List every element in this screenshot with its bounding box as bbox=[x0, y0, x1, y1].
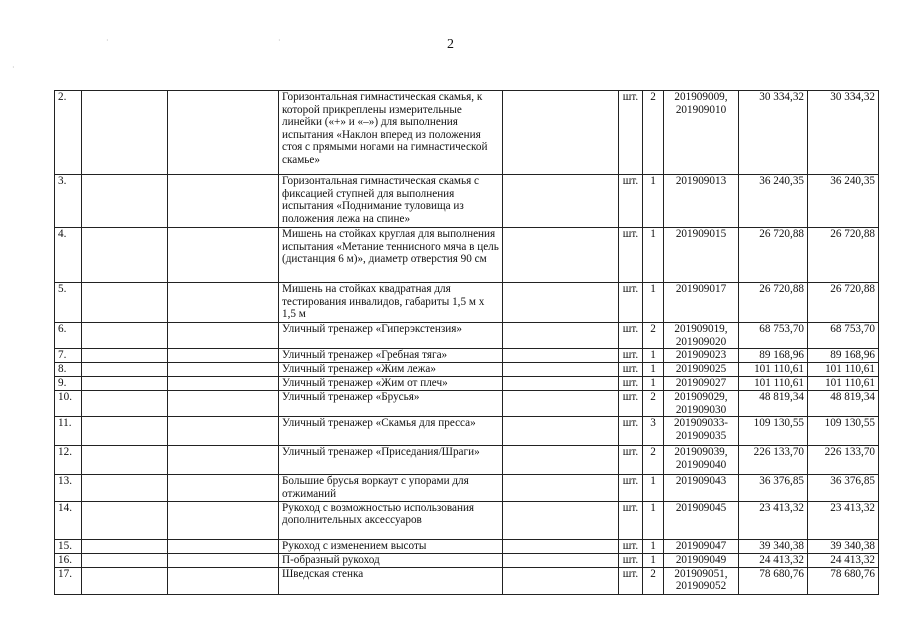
item-quantity: 1 bbox=[643, 363, 664, 377]
inventory-number: 201909015 bbox=[664, 228, 739, 283]
item-quantity: 1 bbox=[643, 553, 664, 567]
item-name: Уличный тренажер «Приседания/Шраги» bbox=[279, 446, 503, 475]
item-unit: шт. bbox=[619, 553, 643, 567]
blank-cell bbox=[82, 283, 168, 323]
total-cost: 109 130,55 bbox=[808, 417, 879, 446]
item-quantity: 2 bbox=[643, 446, 664, 475]
blank-cell bbox=[503, 363, 619, 377]
row-number: 15. bbox=[55, 539, 82, 553]
item-unit: шт. bbox=[619, 501, 643, 539]
unit-price: 23 413,32 bbox=[739, 501, 808, 539]
blank-cell bbox=[82, 446, 168, 475]
item-quantity: 1 bbox=[643, 228, 664, 283]
unit-price: 26 720,88 bbox=[739, 228, 808, 283]
row-number: 5. bbox=[55, 283, 82, 323]
inventory-number: 201909013 bbox=[664, 175, 739, 228]
table-row bbox=[55, 228, 879, 283]
table-row bbox=[55, 446, 879, 475]
blank-cell bbox=[168, 501, 279, 539]
item-unit: шт. bbox=[619, 91, 643, 175]
item-name: Мишень на стойках круглая для выполнения испытания «Метание теннисного мяча в цель (дистанция 6 м)», диаметр отверстия 90 см bbox=[279, 228, 503, 283]
blank-cell bbox=[168, 539, 279, 553]
blank-cell bbox=[503, 567, 619, 594]
inventory-number: 201909019, 201909020 bbox=[664, 323, 739, 349]
unit-price: 36 376,85 bbox=[739, 475, 808, 501]
table-row bbox=[55, 417, 879, 446]
unit-price: 226 133,70 bbox=[739, 446, 808, 475]
item-name: Большие брусья воркаут с упорами для отжиманий bbox=[279, 475, 503, 501]
blank-cell bbox=[503, 175, 619, 228]
item-name: Уличный тренажер «Скамья для пресса» bbox=[279, 417, 503, 446]
blank-cell bbox=[168, 553, 279, 567]
item-unit: шт. bbox=[619, 349, 643, 363]
inventory-number: 201909051, 201909052 bbox=[664, 567, 739, 594]
unit-price: 26 720,88 bbox=[739, 283, 808, 323]
total-cost: 30 334,32 bbox=[808, 91, 879, 175]
item-unit: шт. bbox=[619, 539, 643, 553]
item-name: Уличный тренажер «Жим лежа» bbox=[279, 363, 503, 377]
unit-price: 39 340,38 bbox=[739, 539, 808, 553]
unit-price: 101 110,61 bbox=[739, 363, 808, 377]
blank-cell bbox=[82, 323, 168, 349]
blank-cell bbox=[503, 91, 619, 175]
item-unit: шт. bbox=[619, 446, 643, 475]
blank-cell bbox=[82, 363, 168, 377]
table-row bbox=[55, 323, 879, 349]
item-unit: шт. bbox=[619, 363, 643, 377]
blank-cell bbox=[503, 323, 619, 349]
row-number: 10. bbox=[55, 391, 82, 417]
table-row bbox=[55, 91, 879, 175]
table-row bbox=[55, 175, 879, 228]
table-row bbox=[55, 553, 879, 567]
row-number: 4. bbox=[55, 228, 82, 283]
blank-cell bbox=[503, 553, 619, 567]
blank-cell bbox=[168, 363, 279, 377]
blank-cell bbox=[82, 417, 168, 446]
inventory-number: 201909043 bbox=[664, 475, 739, 501]
table-row bbox=[55, 475, 879, 501]
blank-cell bbox=[168, 175, 279, 228]
item-unit: шт. bbox=[619, 475, 643, 501]
item-unit: шт. bbox=[619, 391, 643, 417]
total-cost: 226 133,70 bbox=[808, 446, 879, 475]
row-number: 2. bbox=[55, 91, 82, 175]
unit-price: 36 240,35 bbox=[739, 175, 808, 228]
item-name: Горизонтальная гимнастическая скамья, к которой прикреплены измерительные линейки («+» и «–») для выполнения испытания «Наклон вперед из положения стоя с прямыми ногами на гимнастической скамье» bbox=[279, 91, 503, 175]
blank-cell bbox=[168, 391, 279, 417]
total-cost: 26 720,88 bbox=[808, 283, 879, 323]
item-name: Уличный тренажер «Гиперэкстензия» bbox=[279, 323, 503, 349]
blank-cell bbox=[82, 391, 168, 417]
total-cost: 36 240,35 bbox=[808, 175, 879, 228]
blank-cell bbox=[82, 175, 168, 228]
row-number: 14. bbox=[55, 501, 82, 539]
scan-speck: · bbox=[278, 36, 281, 45]
unit-price: 30 334,32 bbox=[739, 91, 808, 175]
unit-price: 24 413,32 bbox=[739, 553, 808, 567]
blank-cell bbox=[82, 377, 168, 391]
blank-cell bbox=[168, 349, 279, 363]
inventory-number: 201909033- 201909035 bbox=[664, 417, 739, 446]
unit-price: 89 168,96 bbox=[739, 349, 808, 363]
inventory-number: 201909009, 201909010 bbox=[664, 91, 739, 175]
row-number: 7. bbox=[55, 349, 82, 363]
inventory-number: 201909039, 201909040 bbox=[664, 446, 739, 475]
inventory-number: 201909025 bbox=[664, 363, 739, 377]
blank-cell bbox=[503, 377, 619, 391]
item-quantity: 1 bbox=[643, 349, 664, 363]
blank-cell bbox=[82, 553, 168, 567]
page-number: 2 bbox=[447, 37, 454, 52]
blank-cell bbox=[503, 391, 619, 417]
blank-cell bbox=[82, 539, 168, 553]
item-name: Горизонтальная гимнастическая скамья с фиксацией ступней для выполнения испытания «Поднимание туловища из положения лежа на спине» bbox=[279, 175, 503, 228]
inventory-number: 201909045 bbox=[664, 501, 739, 539]
unit-price: 48 819,34 bbox=[739, 391, 808, 417]
row-number: 6. bbox=[55, 323, 82, 349]
item-quantity: 1 bbox=[643, 175, 664, 228]
table-row bbox=[55, 349, 879, 363]
row-number: 13. bbox=[55, 475, 82, 501]
blank-cell bbox=[503, 228, 619, 283]
table-row bbox=[55, 363, 879, 377]
item-quantity: 2 bbox=[643, 391, 664, 417]
table-row bbox=[55, 501, 879, 539]
blank-cell bbox=[82, 567, 168, 594]
total-cost: 89 168,96 bbox=[808, 349, 879, 363]
scan-speck: · bbox=[106, 36, 109, 45]
item-quantity: 1 bbox=[643, 283, 664, 323]
blank-cell bbox=[82, 501, 168, 539]
item-quantity: 1 bbox=[643, 475, 664, 501]
item-unit: шт. bbox=[619, 323, 643, 349]
blank-cell bbox=[503, 283, 619, 323]
unit-price: 101 110,61 bbox=[739, 377, 808, 391]
blank-cell bbox=[503, 349, 619, 363]
item-quantity: 1 bbox=[643, 539, 664, 553]
blank-cell bbox=[168, 91, 279, 175]
total-cost: 24 413,32 bbox=[808, 553, 879, 567]
total-cost: 78 680,76 bbox=[808, 567, 879, 594]
blank-cell bbox=[503, 446, 619, 475]
unit-price: 68 753,70 bbox=[739, 323, 808, 349]
scan-speck: · bbox=[12, 63, 15, 72]
item-unit: шт. bbox=[619, 283, 643, 323]
total-cost: 101 110,61 bbox=[808, 363, 879, 377]
total-cost: 36 376,85 bbox=[808, 475, 879, 501]
item-quantity: 1 bbox=[643, 501, 664, 539]
item-quantity: 1 bbox=[643, 377, 664, 391]
item-name: Уличный тренажер «Гребная тяга» bbox=[279, 349, 503, 363]
table-row bbox=[55, 391, 879, 417]
row-number: 9. bbox=[55, 377, 82, 391]
inventory-number: 201909049 bbox=[664, 553, 739, 567]
inventory-table bbox=[54, 90, 879, 595]
blank-cell bbox=[168, 567, 279, 594]
blank-cell bbox=[503, 539, 619, 553]
blank-cell bbox=[503, 475, 619, 501]
item-quantity: 3 bbox=[643, 417, 664, 446]
inventory-number: 201909029, 201909030 bbox=[664, 391, 739, 417]
blank-cell bbox=[168, 475, 279, 501]
table-row bbox=[55, 377, 879, 391]
inventory-number: 201909027 bbox=[664, 377, 739, 391]
blank-cell bbox=[168, 228, 279, 283]
blank-cell bbox=[168, 323, 279, 349]
item-unit: шт. bbox=[619, 175, 643, 228]
blank-cell bbox=[503, 417, 619, 446]
total-cost: 101 110,61 bbox=[808, 377, 879, 391]
inventory-number: 201909047 bbox=[664, 539, 739, 553]
row-number: 3. bbox=[55, 175, 82, 228]
item-name: Рукоход с изменением высоты bbox=[279, 539, 503, 553]
row-number: 12. bbox=[55, 446, 82, 475]
total-cost: 23 413,32 bbox=[808, 501, 879, 539]
unit-price: 78 680,76 bbox=[739, 567, 808, 594]
total-cost: 68 753,70 bbox=[808, 323, 879, 349]
item-name: П-образный рукоход bbox=[279, 553, 503, 567]
blank-cell bbox=[168, 446, 279, 475]
blank-cell bbox=[168, 283, 279, 323]
blank-cell bbox=[82, 475, 168, 501]
blank-cell bbox=[82, 91, 168, 175]
item-name: Уличный тренажер «Жим от плеч» bbox=[279, 377, 503, 391]
row-number: 16. bbox=[55, 553, 82, 567]
item-name: Шведская стенка bbox=[279, 567, 503, 594]
row-number: 17. bbox=[55, 567, 82, 594]
total-cost: 26 720,88 bbox=[808, 228, 879, 283]
blank-cell bbox=[168, 377, 279, 391]
item-quantity: 2 bbox=[643, 567, 664, 594]
item-quantity: 2 bbox=[643, 323, 664, 349]
table-row bbox=[55, 539, 879, 553]
blank-cell bbox=[82, 228, 168, 283]
item-unit: шт. bbox=[619, 567, 643, 594]
table-row bbox=[55, 567, 879, 594]
inventory-number: 201909017 bbox=[664, 283, 739, 323]
item-name: Уличный тренажер «Брусья» bbox=[279, 391, 503, 417]
inventory-number: 201909023 bbox=[664, 349, 739, 363]
item-unit: шт. bbox=[619, 228, 643, 283]
unit-price: 109 130,55 bbox=[739, 417, 808, 446]
blank-cell bbox=[82, 349, 168, 363]
total-cost: 48 819,34 bbox=[808, 391, 879, 417]
item-unit: шт. bbox=[619, 417, 643, 446]
blank-cell bbox=[503, 501, 619, 539]
item-unit: шт. bbox=[619, 377, 643, 391]
item-name: Мишень на стойках квадратная для тестирования инвалидов, габариты 1,5 м х 1,5 м bbox=[279, 283, 503, 323]
item-name: Рукоход с возможностью использования дополнительных аксессуаров bbox=[279, 501, 503, 539]
row-number: 8. bbox=[55, 363, 82, 377]
blank-cell bbox=[168, 417, 279, 446]
table-row bbox=[55, 283, 879, 323]
total-cost: 39 340,38 bbox=[808, 539, 879, 553]
item-quantity: 2 bbox=[643, 91, 664, 175]
row-number: 11. bbox=[55, 417, 82, 446]
